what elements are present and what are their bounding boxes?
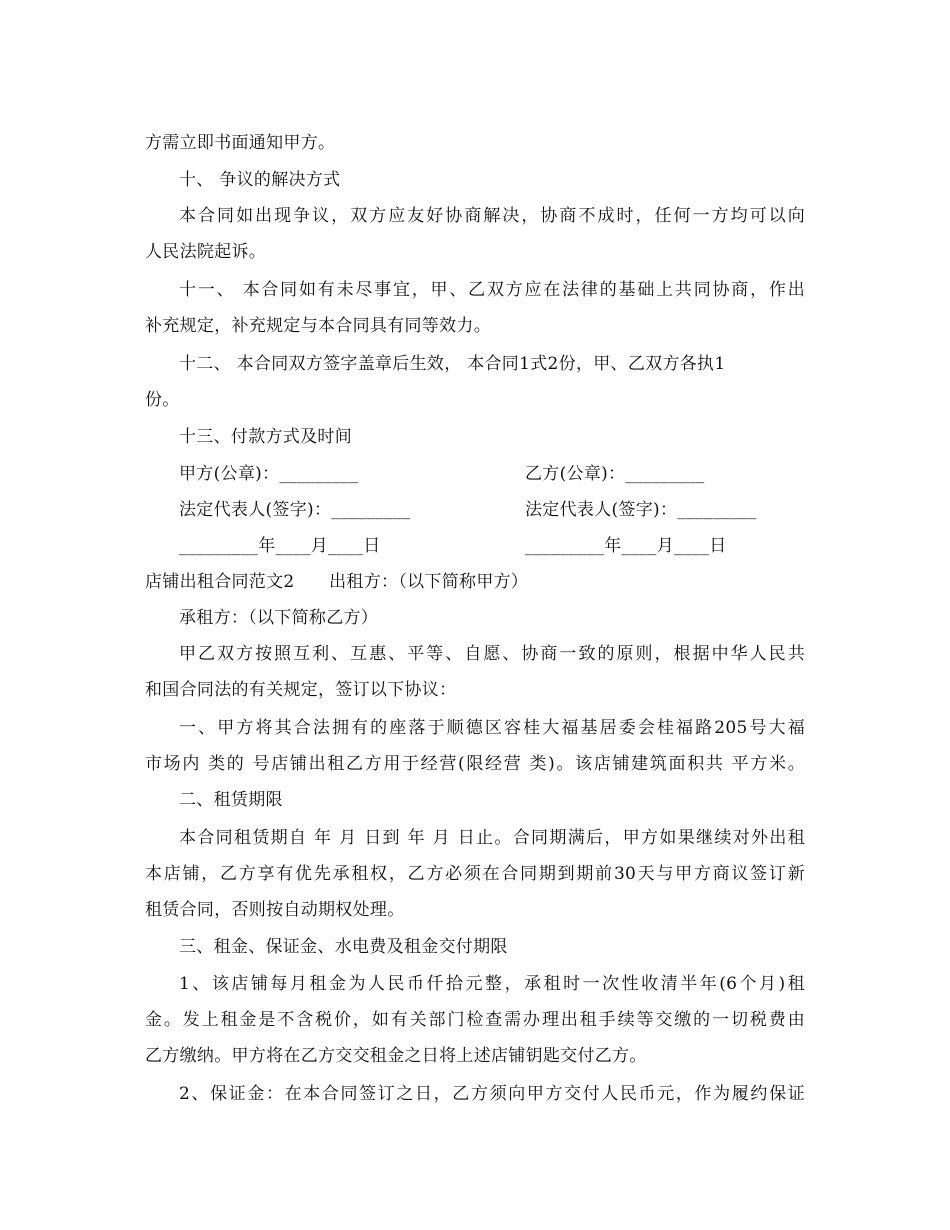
party-b-representative: 法定代表人(签字)：_________ [525, 500, 757, 520]
party-a-seal: 甲方(公章)：_________ [179, 464, 359, 484]
text-line: 一、甲方将其合法拥有的座落于顺德区容桂大福基居委会桂福路205号大福 [179, 718, 805, 738]
section-heading: 十、 争议的解决方式 [179, 170, 341, 190]
text-line: 份。 [145, 390, 180, 410]
text-line: 1、该店铺每月租金为人民币仟拾元整，承租时一次性收清半年(6个月)租 [179, 974, 805, 994]
party-a-representative: 法定代表人(签字)：_________ [179, 500, 411, 520]
section-heading: 十三、付款方式及时间 [179, 427, 352, 447]
text-line: 市场内 类的 号店铺出租乙方用于经营(限经营 类)。该店铺建筑面积共 平方米。 [145, 754, 805, 774]
text-line: 方需立即书面通知甲方。 [145, 133, 336, 153]
text-line: 十二、 本合同双方签字盖章后生效， 本合同1式2份，甲、乙双方各执1 [179, 354, 726, 374]
text-line: 本合同租赁期自 年 月 日到 年 月 日止。合同期满后，甲方如果继续对外出租 [179, 828, 805, 848]
text-line: 2、保证金：在本合同签订之日，乙方须向甲方交付人民币元，作为履约保证 [179, 1084, 805, 1104]
text-line: 和国合同法的有关规定，签订以下协议： [145, 680, 457, 700]
party-b-seal: 乙方(公章)：_________ [525, 464, 705, 484]
text-line: 金。发上租金是不含税价，如有关部门检查需办理出租手续等交缴的一切税费由 [145, 1010, 805, 1030]
text-line: 乙方缴纳。甲方将在乙方交交租金之日将上述店铺钥匙交付乙方。 [145, 1046, 647, 1066]
text-line: 本合同如出现争议，双方应友好协商解决，协商不成时，任何一方均可以向 [179, 206, 805, 226]
section-heading: 二、租赁期限 [179, 790, 283, 810]
text-line: 补充规定，补充规定与本合同具有同等效力。 [145, 316, 491, 336]
text-line: 人民法院起诉。 [145, 242, 267, 262]
text-line: 十一、 本合同如有未尽事宜，甲、乙双方应在法律的基础上共同协商，作出 [179, 280, 805, 300]
party-a-date: _________年____月____日 [179, 536, 381, 556]
text-line: 承租方：（以下简称乙方） [179, 608, 379, 628]
party-b-date: _________年____月____日 [525, 536, 727, 556]
section-heading: 三、租金、保证金、水电费及租金交付期限 [179, 937, 508, 957]
text-line: 本店铺，乙方享有优先承租权，乙方必须在合同期到期前30天与甲方商议签订新 [145, 864, 805, 884]
document-title-line: 店铺出租合同范文2 出租方：（以下简称甲方） [145, 572, 529, 592]
text-line: 租赁合同，否则按自动期权处理。 [145, 900, 405, 920]
text-line: 甲乙双方按照互利、互惠、平等、自愿、协商一致的原则，根据中华人民共 [179, 644, 805, 664]
